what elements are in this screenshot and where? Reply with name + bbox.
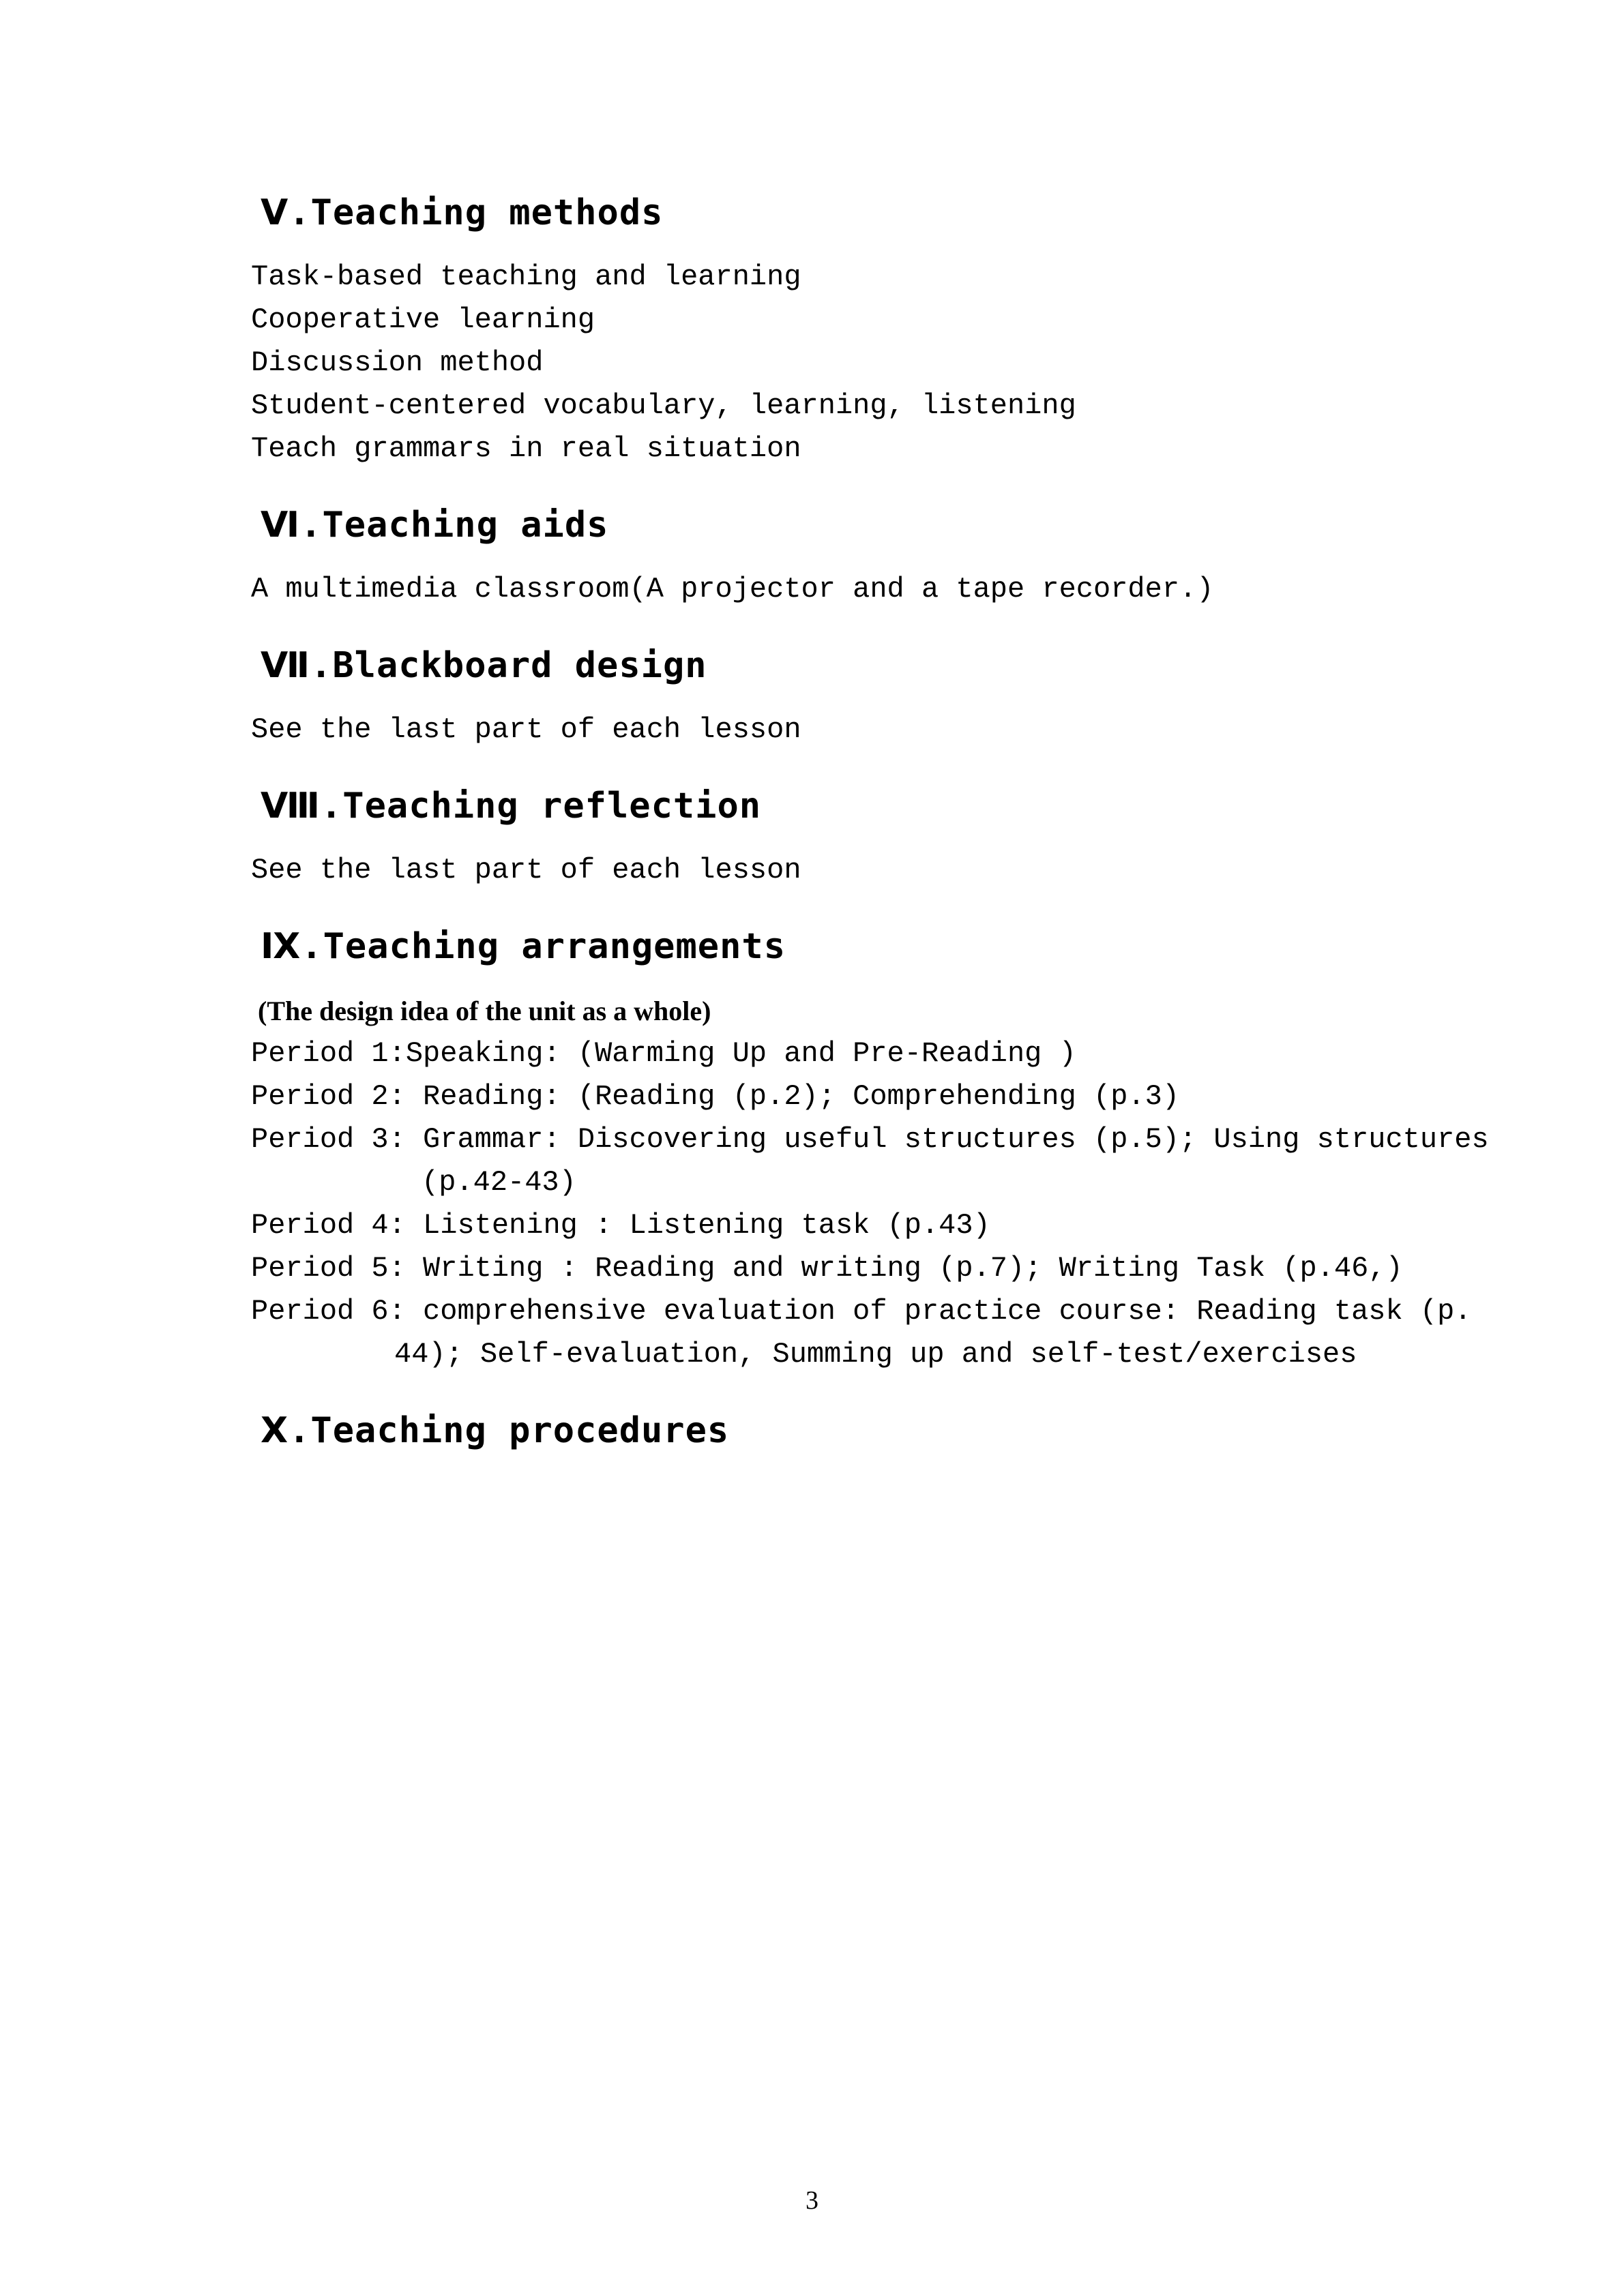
heading-teaching-reflection: Ⅷ.Teaching reflection <box>261 786 762 826</box>
text-line-period-3-continuation: (p.42-43) <box>422 1166 576 1199</box>
text-line-teaching-method-1: Task-based teaching and learning <box>251 260 801 293</box>
text-line-period-4: Period 4: Listening : Listening task (p.43) <box>251 1209 990 1242</box>
text-line-period-6: Period 6: comprehensive evaluation of practice course: Reading task (p. <box>251 1295 1472 1328</box>
text-line-period-2: Period 2: Reading: (Reading (p.2); Comprehending (p.3) <box>251 1080 1180 1113</box>
text-line-teaching-method-2: Cooperative learning <box>251 303 595 336</box>
heading-teaching-methods: Ⅴ.Teaching methods <box>261 192 664 233</box>
page-content <box>251 191 1489 1474</box>
text-line-period-3: Period 3: Grammar: Discovering useful structures (p.5); Using structures <box>251 1123 1489 1156</box>
text-line-teaching-method-4: Student-centered vocabulary, learning, listening <box>251 389 1076 422</box>
text-line-blackboard-design: See the last part of each lesson <box>251 713 801 746</box>
text-line-period-5: Period 5: Writing : Reading and writing (p.7); Writing Task (p.46,) <box>251 1252 1403 1285</box>
text-line-teaching-method-3: Discussion method <box>251 346 544 379</box>
text-line-teaching-method-5: Teach grammars in real situation <box>251 432 801 465</box>
text-line-teaching-aids: A multimedia classroom(A projector and a tape recorder.) <box>251 573 1214 606</box>
text-line-period-6-continuation: 44); Self-evaluation, Summing up and self-test/exercises <box>394 1338 1357 1371</box>
heading-blackboard-design: Ⅶ.Blackboard design <box>261 645 707 686</box>
heading-teaching-aids: Ⅵ.Teaching aids <box>261 505 609 546</box>
text-line-period-1: Period 1:Speaking: (Warming Up and Pre-Reading ) <box>251 1037 1076 1070</box>
page-number: 3 <box>806 2186 818 2215</box>
design-idea-note: (The design idea of the unit as a whole) <box>258 996 711 1026</box>
heading-teaching-procedures: Ⅹ.Teaching procedures <box>261 1410 730 1451</box>
text-line-teaching-reflection: See the last part of each lesson <box>251 854 801 886</box>
heading-teaching-arrangements: Ⅸ.Teaching arrangements <box>261 926 786 967</box>
